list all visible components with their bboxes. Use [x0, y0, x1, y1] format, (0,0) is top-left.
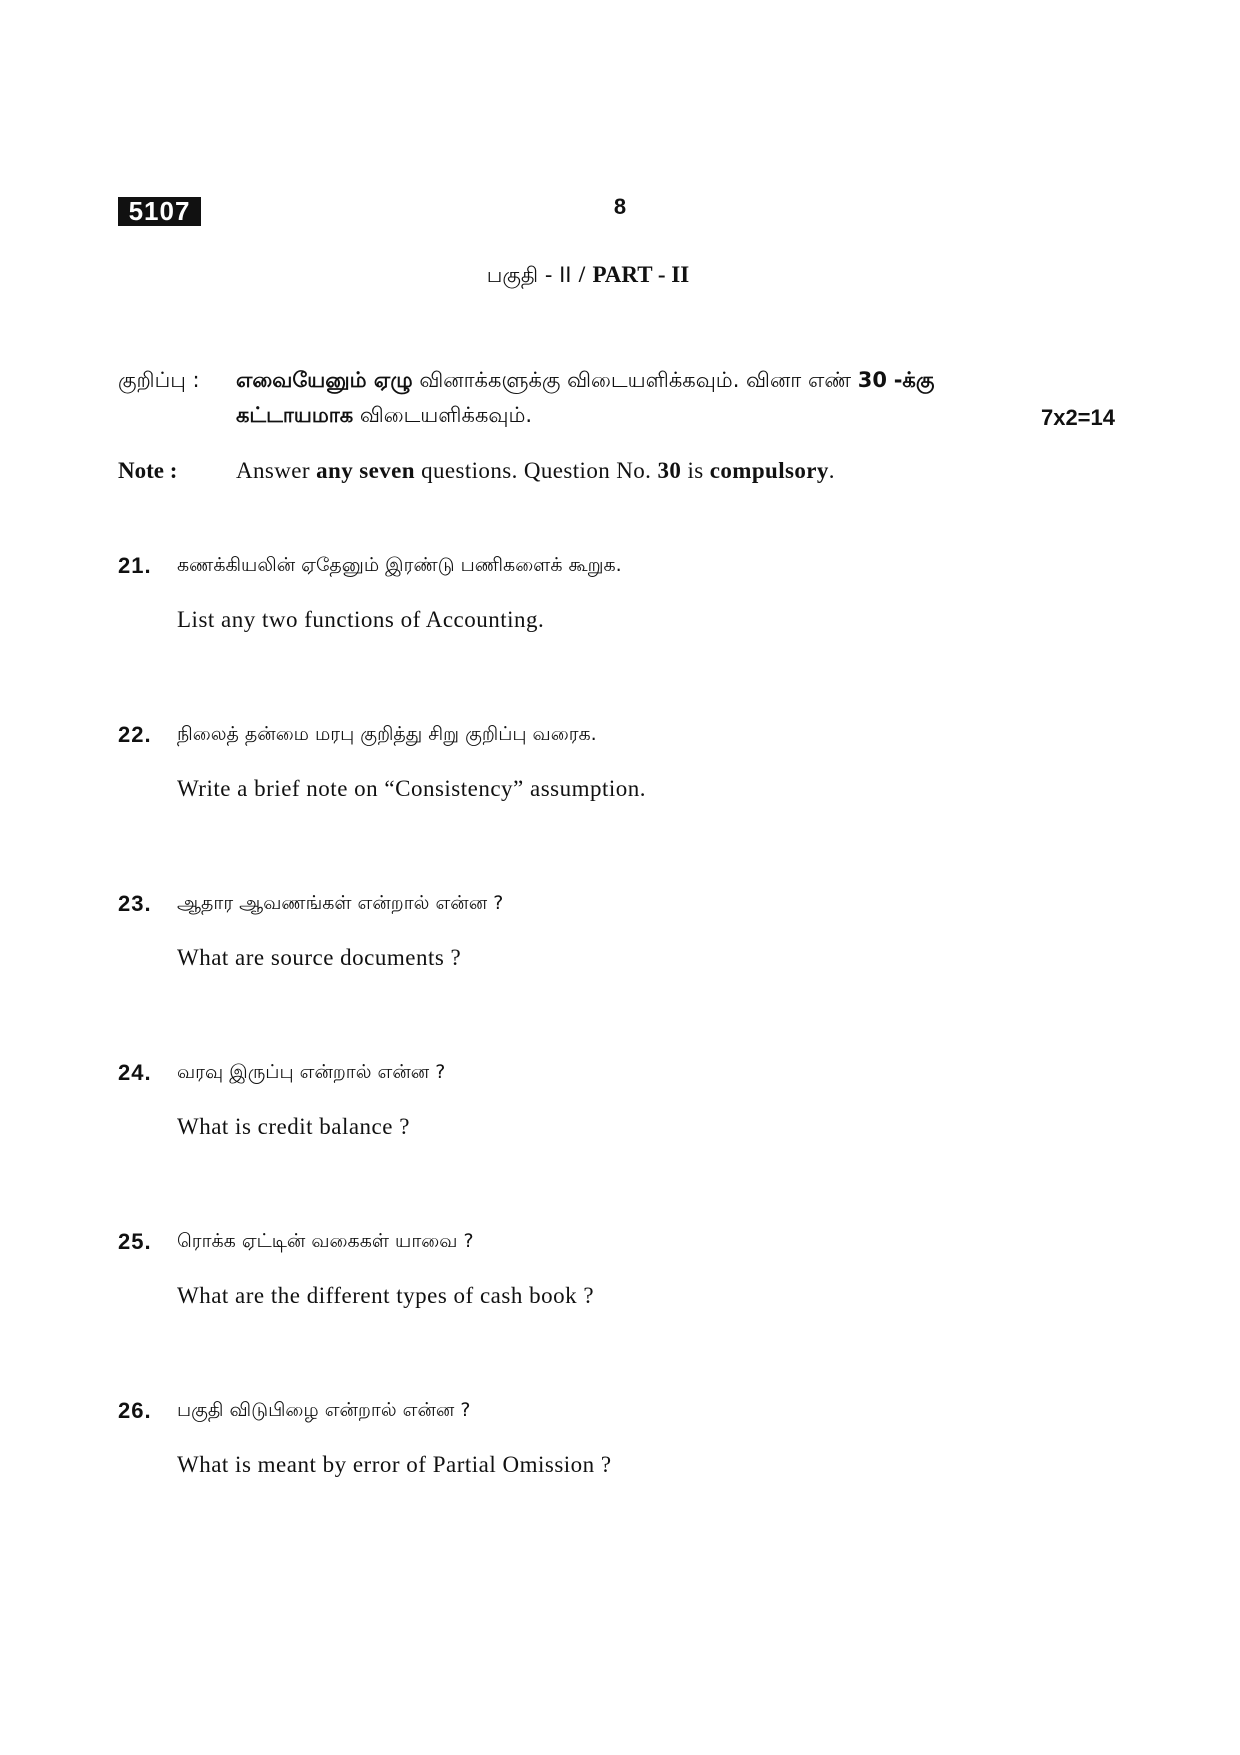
question-number: 21.	[118, 553, 152, 578]
question-text-english: What is credit balance ?	[177, 1114, 410, 1139]
tamil-note-emphasis-any-seven: எவையேனும் ஏழு	[236, 368, 413, 392]
part-heading-separator: /	[578, 262, 586, 287]
question-number: 22.	[118, 722, 152, 747]
question-text-tamil: வரவு இருப்பு என்றால் என்ன ?	[177, 1061, 446, 1083]
question-text-english: Write a brief note on “Consistency” assumption.	[177, 776, 647, 801]
marks-allocation: 7x2=14	[1040, 405, 1115, 430]
tamil-note-line-1	[236, 368, 934, 395]
question-number: 23.	[118, 891, 152, 916]
question-number: 25.	[118, 1229, 152, 1254]
page-number: 8	[613, 194, 627, 219]
question-text-english: What are source documents ?	[177, 945, 462, 970]
tamil-note-question-number: 30	[857, 368, 887, 392]
note-emphasis-compulsory: compulsory	[709, 458, 829, 483]
question-text-tamil: பகுதி விடுபிழை என்றால் என்ன ?	[177, 1399, 471, 1421]
question-text-tamil: ஆதார ஆவணங்கள் என்றால் என்ன ?	[177, 892, 504, 914]
question-text-english: List any two functions of Accounting.	[177, 607, 545, 632]
note-text-4: .	[828, 458, 835, 483]
question-number: 26.	[118, 1398, 152, 1423]
tamil-note-suffix: -க்கு	[893, 368, 935, 392]
question-number: 24.	[118, 1060, 152, 1085]
part-heading-english: PART - II	[592, 262, 690, 287]
note-text-3: is	[687, 458, 704, 483]
paper-code-box: 5107	[118, 197, 201, 226]
note-text-2: questions. Question No.	[421, 458, 652, 483]
question-text-english: What are the different types of cash book ?	[177, 1283, 595, 1308]
tamil-note-text-2: விடையளிக்கவும்.	[359, 403, 533, 427]
tamil-note-text-1: வினாக்களுக்கு விடையளிக்கவும். வினா எண்	[419, 368, 852, 392]
question-text-tamil: கணக்கியலின் ஏதேனும் இரண்டு பணிகளைக் கூறுக.	[177, 554, 622, 576]
note-question-number: 30	[657, 458, 682, 483]
tamil-note-emphasis-compulsory: கட்டாயமாக	[236, 403, 354, 427]
question-text-english: What is meant by error of Partial Omission ?	[177, 1452, 612, 1477]
note-text-1: Answer	[236, 458, 310, 483]
note-label: Note :	[118, 458, 178, 483]
note-emphasis-any-seven: any seven	[316, 458, 415, 483]
part-heading	[0, 262, 1176, 290]
tamil-note-label: குறிப்பு :	[118, 368, 200, 392]
note-text	[236, 458, 835, 484]
part-heading-tamil: பகுதி - II	[486, 263, 572, 287]
tamil-note-line-2	[236, 403, 532, 430]
question-text-tamil: நிலைத் தன்மை மரபு குறித்து சிறு குறிப்பு வரைக.	[177, 723, 597, 745]
question-text-tamil: ரொக்க ஏட்டின் வகைகள் யாவை ?	[177, 1230, 474, 1252]
